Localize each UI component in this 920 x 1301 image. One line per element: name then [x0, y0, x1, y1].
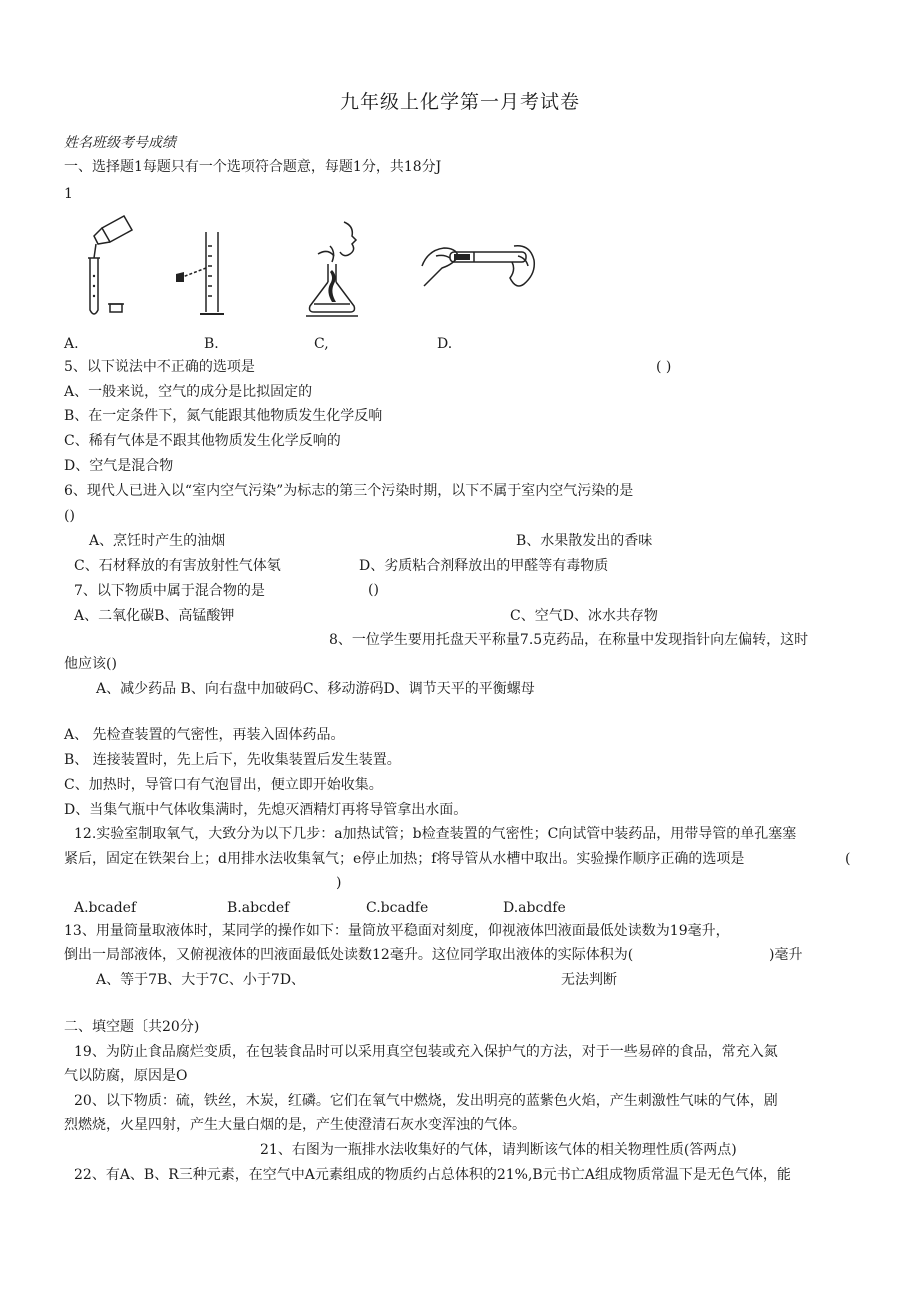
q12-option-c: C.bcadfe — [366, 900, 429, 916]
q5-stem: 5、以下说法中不正确的选项是 — [64, 359, 255, 375]
q8-stem: 8、一位学生要用托盘天平称量7.5克药品，在称量中发现指针向左偏转，这时 — [329, 632, 809, 648]
steps-option-d: D、当集气瓶中气体收集满时，先熄灭酒精灯再将导管拿出水面。 — [64, 802, 468, 818]
q13-line-2: 倒出一局部液体，又俯视液体的凹液面最低处读数12毫升。这位同学取出液体的实际体积为( — [64, 947, 634, 963]
steps-option-a: A、 先检查装置的气密性，再装入固体药品。 — [64, 727, 345, 743]
q7-stem: 7、以下物质中属于混合物的是 — [74, 583, 265, 599]
figure-a-pouring-liquid — [80, 214, 140, 320]
q6-answer-bracket: () — [64, 508, 75, 524]
q6-option-a: A、烹饪时产生的油烟 — [89, 533, 226, 549]
figure-c-smelling-gas — [300, 218, 370, 322]
figure-b-measuring-cylinder — [172, 226, 232, 320]
q8-options: A、减少药品 B、向右盘中加破码C、移动游码D、调节天平的平衡螺母 — [96, 681, 535, 697]
figure-d-heating-test-tube — [414, 226, 544, 296]
q12-option-b: B.abcdef — [227, 900, 290, 916]
q6-option-c: C、石材释放的有害放射性气体氡 — [74, 558, 281, 574]
q7-options-ab: A、二氧化碳B、高锰酸钾 — [74, 608, 235, 624]
figure-label-a: A. — [64, 336, 79, 352]
q12-option-a: A.bcadef — [74, 900, 137, 916]
q7-options-cd: C、空气D、冰水共存物 — [510, 608, 658, 624]
section2-heading: 二、填空题〔共20分) — [64, 1019, 200, 1035]
q12-bracket-open: ( — [845, 851, 851, 867]
q19-line-2: 气以防腐，原因是O — [64, 1068, 188, 1084]
q5-option-c: C、稀有气体是不跟其他物质发生化学反响的 — [64, 433, 341, 449]
q12-line-2: 紧后，固定在铁架台上；d用排水法收集氧气；e停止加热；f将导管从水槽中取出。实验操作顺序正确的选项是 — [64, 851, 745, 867]
q7-answer-bracket: () — [368, 582, 379, 598]
question-1-number: 1 — [64, 186, 73, 202]
q5-option-d: D、空气是混合物 — [64, 458, 174, 474]
q13-line-2-end: )毫升 — [769, 947, 803, 963]
q20-line-1: 20、以下物质：硫，铁丝，木炭，红磷。它们在氧气中燃烧，发出明亮的蓝紫色火焰，产生刺激性气味的气体，剧 — [74, 1093, 778, 1109]
q19-line-1: 19、为防止食品腐烂变质，在包装食品时可以采用真空包装或充入保护气的方法，对于一些易碎的食品，常充入氮 — [74, 1044, 778, 1060]
q12-option-d: D.abcdfe — [503, 900, 566, 916]
q22: 22、有A、B、R三种元素，在空气中A元素组成的物质约占总体积的21%,B元书亡A组成物质常温下是无色气体，能 — [74, 1167, 791, 1183]
figure-label-d: D. — [437, 336, 453, 352]
section1-heading: 一、选择题1每题只有一个选项符合题意，每题1分，共18分J — [64, 159, 442, 175]
figure-label-b: B. — [204, 336, 219, 352]
q12-bracket-close: ) — [336, 875, 342, 891]
q12-line-1: 12.实验室制取氧气，大致分为以下几步：a加热试管；b检查装置的气密性；C向试管中装药品，用带导管的单孔塞塞 — [74, 826, 797, 842]
steps-option-c: C、加热时，导管口有气泡冒出，便立即开始收集。 — [64, 777, 383, 793]
q6-option-b: B、水果散发出的香味 — [516, 533, 653, 549]
q6-option-d: D、劣质粘合剂释放出的甲醛等有毒物质 — [359, 558, 609, 574]
q13-option-d-text: 无法判断 — [561, 972, 617, 988]
q21: 21、右图为一瓶排水法收集好的气体，请判断该气体的相关物理性质(答两点) — [260, 1142, 737, 1158]
q8-stem-continued: 他应该() — [64, 656, 117, 672]
q20-line-2: 烈燃烧，火星四射，产生大量白烟的是，产生使澄清石灰水变浑浊的气体。 — [64, 1117, 526, 1133]
q5-answer-bracket: ( ) — [656, 359, 672, 375]
q13-options: A、等于7B、大于7C、小于7D、 — [96, 972, 306, 988]
steps-option-b: B、 连接装置时，先上后下，先收集装置后发生装置。 — [64, 752, 401, 768]
q13-line-1: 13、用量筒量取液体时，某同学的操作如下：量筒放平稳面对刻度，仰视液体凹液面最低处读数为19毫升， — [64, 923, 730, 939]
q5-option-b: B、在一定条件下，氮气能跟其他物质发生化学反响 — [64, 408, 383, 424]
header-fields: 姓名班级考号成绩 — [64, 135, 176, 151]
q6-stem: 6、现代人已进入以“室内空气污染”为标志的第三个污染时期，以下不属于室内空气污染的是 — [64, 483, 634, 499]
q5-option-a: A、一般来说，空气的成分是比拟固定的 — [64, 384, 313, 400]
figure-label-c: C, — [314, 336, 329, 352]
exam-title: 九年级上化学第一月考试卷 — [339, 91, 580, 113]
